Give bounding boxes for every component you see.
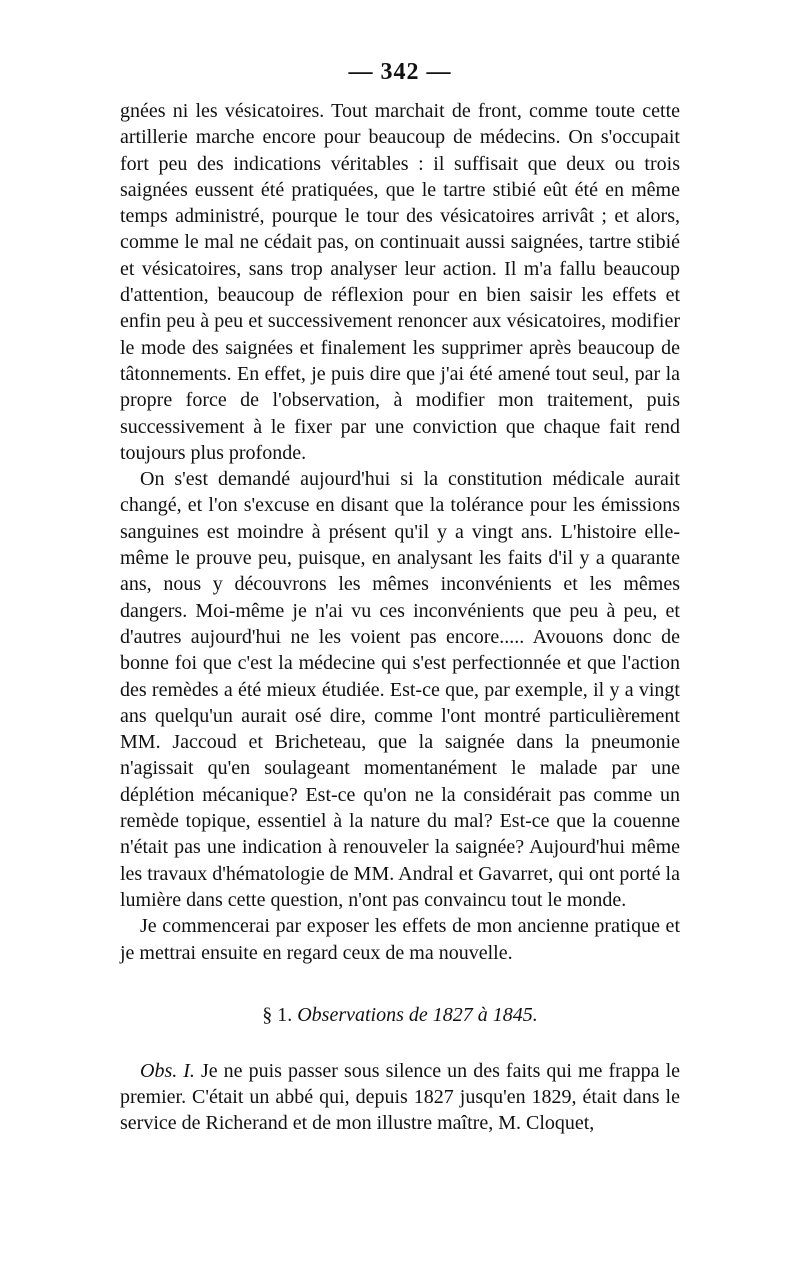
section-title: Observations de 1827 à 1845. — [297, 1003, 538, 1026]
section-heading — [120, 1002, 680, 1028]
page-number: — 342 — — [348, 59, 452, 85]
observation-label: Obs. I. — [140, 1059, 195, 1082]
paragraph-1: gnées ni les vésicatoires. Tout marchait de front, comme toute cette artillerie marche encore pour beaucoup de médecins. On s'occupait fort peu des indications véritables : il suffisait que deux ou trois saignées eussent été pratiquées, que le tartre stibié eût été en même temps administré, pourque le tour des vésicatoires arrivât ; et alors, comme le mal ne cédait pas, on continuait aussi saignées, tartre stibié et vésicatoires, sans trop analyser leur action. Il m'a fallu beaucoup d'attention, beaucoup de réflexion pour en bien saisir les effets et enfin peu à peu et successivement renoncer aux vésicatoires, modifier le mode des saignées et finalement les supprimer après beaucoup de tâtonnements. En effet, je puis dire que j'ai été amené tout seul, par la propre force de l'observation, à modifier mon traitement, puis successivement à le fixer par une conviction que chaque fait rend toujours plus profonde. — [120, 100, 680, 464]
observation-text: Je ne puis passer sous silence un des faits qui me frappa le premier. C'était un abbé qui, depuis 1827 jusqu'en 1829, était dans le service de Richerand et de mon illustre maître, M. Cloquet, — [120, 1059, 681, 1135]
paragraph-2: On s'est demandé aujourd'hui si la constitution médicale aurait changé, et l'on s'excuse en disant que la tolérance pour les émissions sanguines est moindre à présent qu'il y a vingt ans. L'histoire elle-même le prouve peu, puisque, en analysant les faits d'il y a quarante ans, nous y découvrons les mêmes inconvénients et les mêmes dangers. Moi-même je n'ai vu ces inconvénients que peu à peu, et d'autres aujourd'hui ne les voient pas encore..... Avouons donc de bonne foi que c'est la médecine qui s'est perfectionnée et que l'action des remèdes a été mieux étudiée. Est-ce que, par exemple, il y a vingt ans quelqu'un aurait osé dire, comme l'ont montré particulièrement MM. Jaccoud et Bricheteau, que la saignée dans la pneumonie n'agissait qu'en soulageant momentanément le malade par une déplétion mécanique? Est-ce qu'on ne la considérait pas comme un remède topique, essentiel à la nature du mal? Est-ce que la couenne n'était pas une indication à renouveler la saignée? Aujourd'hui même les travaux d'hématologie de MM. Andral et Gavarret, qui ont porté la lumière dans cette question, n'ont pas convaincu tout le monde. — [120, 468, 680, 911]
section-number: § 1. — [262, 1003, 293, 1026]
observation-paragraph — [120, 1058, 680, 1137]
document-page — [120, 56, 680, 1137]
paragraph-3: Je commencerai par exposer les effets de mon ancienne pratique et je mettrai ensuite en regard ceux de ma nouvelle. — [120, 915, 680, 964]
